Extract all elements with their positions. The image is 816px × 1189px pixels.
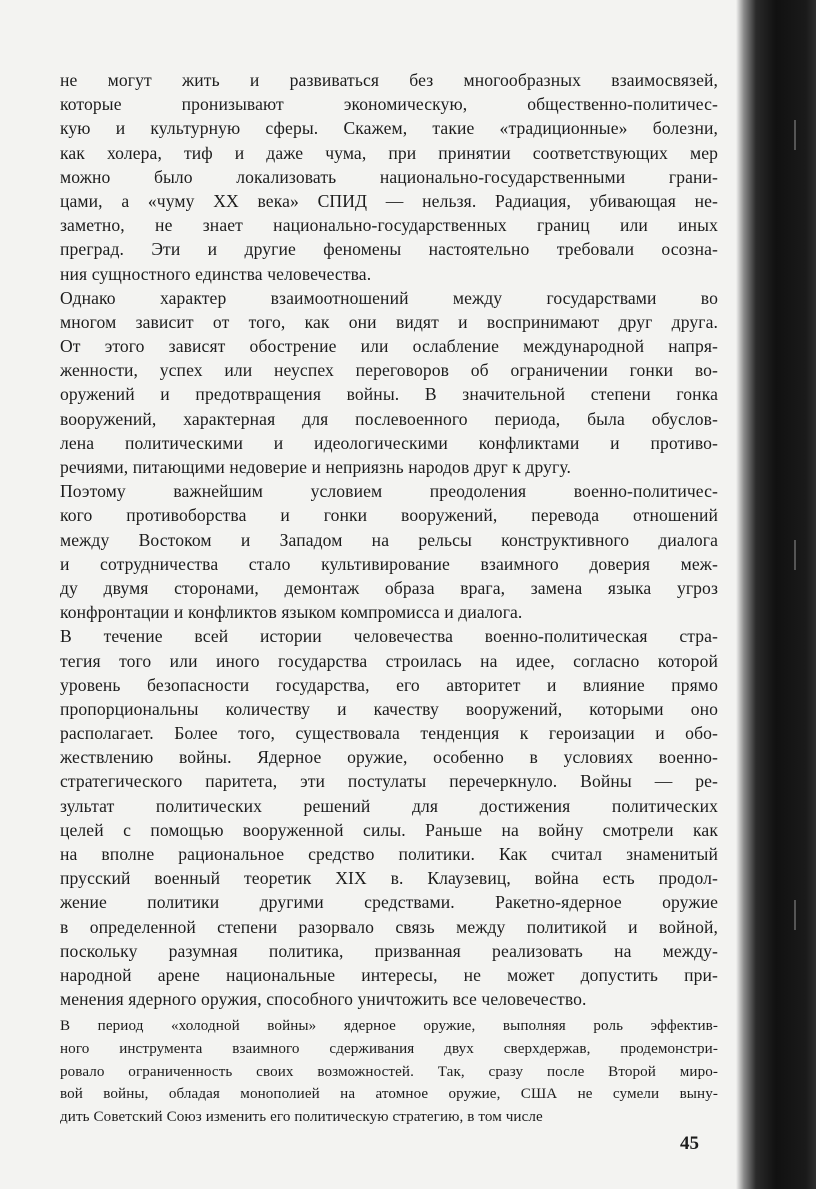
text-line: которые пронизывают экономическую, общественно-политичес- xyxy=(60,94,718,115)
binding-speck xyxy=(794,540,796,570)
book-binding-shadow xyxy=(736,0,816,1189)
text-line: конфронтации и конфликтов языком компромисса и диалога. xyxy=(60,602,523,623)
text-line: жение политики другими средствами. Ракетно-ядерное оружие xyxy=(60,892,718,913)
text-line: ду двумя сторонами, демонтаж образа врага, замена языка угроз xyxy=(60,577,718,598)
text-line: стратегического паритета, эти постулаты перечеркнуло. Войны — ре- xyxy=(60,771,718,792)
text-line: жествлению войны. Ядерное оружие, особенно в условиях военно- xyxy=(60,747,718,768)
text-line: кую и культурную сферы. Скажем, такие «традиционные» болезни, xyxy=(60,118,718,139)
small-text-line: В период «холодной войны» ядерное оружие, выполняя роль эффектив- xyxy=(60,1018,718,1035)
text-line: поскольку разумная политика, призванная реализовать на между- xyxy=(60,940,718,961)
text-line: располагает. Более того, существовала тенденция к героизации и обо- xyxy=(60,723,718,744)
text-line: зультат политических решений для достижения политических xyxy=(60,795,718,816)
body-text xyxy=(60,68,718,1128)
small-text-line: вой войны, обладая монополией на атомное оружие, США не сумели выну- xyxy=(60,1086,718,1103)
text-line: ния сущностного единства человечества. xyxy=(60,263,372,284)
text-line: прусский военный теоретик XIX в. Клаузевиц, война есть продол- xyxy=(60,868,718,889)
text-line: Поэтому важнейшим условием преодоления военно-политичес- xyxy=(60,481,718,502)
text-line: как холера, тиф и даже чума, при принятии соответствующих мер xyxy=(60,142,718,163)
text-line: преград. Эти и другие феномены настоятельно требовали осозна- xyxy=(60,239,718,260)
text-line: В течение всей истории человечества военно-политическая стра- xyxy=(60,626,718,647)
text-line: От этого зависят обострение или ослабление международной напря- xyxy=(60,336,718,357)
text-line: цами, а «чуму XX века» СПИД — нельзя. Радиация, убивающая не- xyxy=(60,190,718,211)
text-line: оружений и предотвращения войны. В значительной степени гонка xyxy=(60,384,718,405)
small-text-line: ного инструмента взаимного сдерживания двух сверхдержав, продемонстри- xyxy=(60,1040,718,1057)
small-text-line: ровало ограниченность своих возможностей. Так, сразу после Второй миро- xyxy=(60,1063,718,1080)
text-line: кого противоборства и гонки вооружений, перевода отношений xyxy=(60,505,718,526)
text-line: не могут жить и развиваться без многообразных взаимосвязей, xyxy=(60,70,718,90)
binding-speck xyxy=(794,900,796,930)
text-line: женности, успех или неуспех переговоров об ограничении гонки во- xyxy=(60,360,718,381)
text-line: речиями, питающими недоверие и неприязнь народов друг к другу. xyxy=(60,457,571,477)
text-line: целей с помощью вооруженной силы. Раньше на войну смотрели как xyxy=(60,819,718,840)
text-line: пропорциональны количеству и качеству вооружений, которыми оно xyxy=(60,698,718,719)
text-line: можно было локализовать национально-государственными грани- xyxy=(60,166,718,187)
text-line: на вполне рациональное средство политики. Как считал знаменитый xyxy=(60,844,718,864)
text-line: вооружений, характерная для послевоенного периода, была обуслов- xyxy=(60,408,718,429)
text-line: и сотрудничества стало культивирование взаимного доверия меж- xyxy=(60,553,718,574)
text-line: в определенной степени разорвало связь между политикой и войной, xyxy=(60,916,718,937)
text-line: менения ядерного оружия, способного уничтожить все человечество. xyxy=(60,989,587,1010)
small-print-paragraph xyxy=(60,1015,718,1128)
small-text-line: дить Советский Союз изменить его политическую стратегию, в том числе xyxy=(60,1108,543,1125)
text-line: Однако характер взаимоотношений между государствами во xyxy=(60,287,718,308)
text-line: уровень безопасности государства, его авторитет и влияние прямо xyxy=(60,674,718,695)
text-line: многом зависит от того, как они видят и воспринимают друг друга. xyxy=(60,311,718,332)
text-line: лена политическими и идеологическими конфликтами и противо- xyxy=(60,432,718,453)
text-line: заметно, не знает национально-государственных границ или иных xyxy=(60,215,718,236)
page-number: 45 xyxy=(680,1133,699,1154)
text-line: между Востоком и Западом на рельсы конструктивного диалога xyxy=(60,529,718,550)
text-line: народной арене национальные интересы, не может допустить при- xyxy=(60,964,718,985)
text-line: тегия того или иного государства строилась на идее, согласно которой xyxy=(60,650,718,671)
binding-speck xyxy=(794,120,796,150)
main-paragraphs xyxy=(60,68,718,1011)
